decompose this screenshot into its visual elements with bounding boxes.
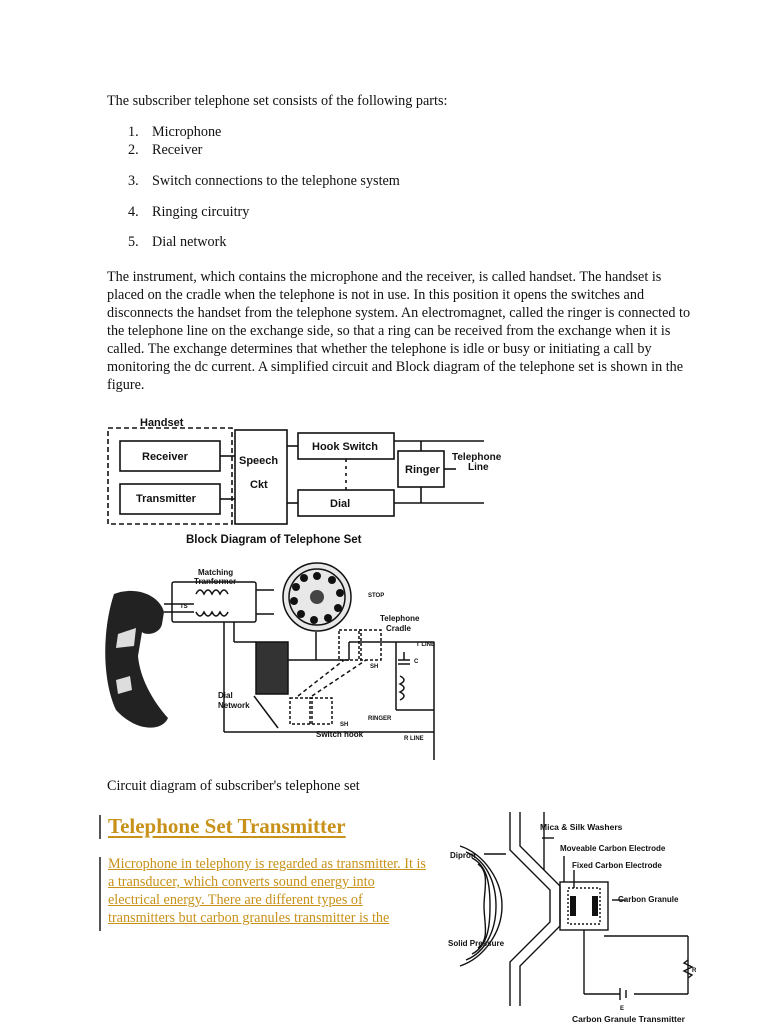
- dipron-label: Dipron: [450, 851, 476, 860]
- fixed-label: Fixed Carbon Electrode: [572, 861, 662, 870]
- speech-label: Speech: [239, 455, 279, 467]
- cradle-label: Cradle: [386, 624, 411, 633]
- handset-outline: [108, 428, 232, 524]
- list-item: [128, 204, 249, 221]
- paragraph-bar: [99, 857, 101, 931]
- t-line-label: T LINE: [416, 642, 435, 648]
- granule-label: Carbon Granule: [618, 895, 679, 904]
- network-label: Network: [218, 701, 250, 710]
- circuit-diagram: [104, 560, 444, 762]
- list-label: Receiver: [152, 142, 203, 158]
- mica-label: Mica & Silk Washers: [540, 822, 623, 832]
- e-label: E: [620, 1006, 625, 1012]
- telephone-cradle-label: Telephone: [380, 614, 420, 623]
- carbon-granules: [570, 896, 598, 916]
- block-diagram-caption: Block Diagram of Telephone Set: [186, 534, 362, 546]
- matching-label: Matching: [198, 568, 234, 577]
- ckt-label: Ckt: [250, 479, 268, 491]
- handset-paragraph: The instrument, which contains the microphone and the receiver, is called handset. The handset is placed on the cradle when the telephone is not in use. In this position it opens the switches and disconnects the handset from the telephone system. An electromagnet, called the ringer is connected to the telephone line on the exchange side, so that a ring can be received from the exchange when it is called. The exchange determines that whether the telephone is idle or busy or initiating a call by monitoring the dc current. A simplified circuit and Block diagram of the telephone set is shown in the figure.: [107, 269, 691, 393]
- hook-switch-label: Hook Switch: [312, 441, 379, 453]
- list-item: [128, 124, 221, 141]
- list-item: [128, 234, 226, 251]
- circuit-caption: Circuit diagram of subscriber's telephone set: [107, 778, 360, 794]
- sh2-label: SH: [340, 722, 349, 728]
- list-number: 2.: [128, 142, 139, 158]
- block-diagram: [104, 414, 514, 554]
- telephone-line-label: Telephone: [452, 452, 502, 463]
- dial-label: Dial: [330, 498, 351, 510]
- r-line-label: R LINE: [404, 736, 424, 742]
- transmitter-diagram: [444, 810, 704, 1024]
- line-label: Line: [468, 462, 489, 473]
- ts-label: TS: [180, 604, 188, 610]
- list-label: Microphone: [152, 124, 222, 140]
- handset-label: Handset: [140, 417, 184, 429]
- switch-hook-label: Switch hook: [316, 730, 364, 739]
- list-number: 5.: [128, 234, 139, 250]
- stop-label: STOP: [368, 593, 385, 599]
- handset-icon: [105, 591, 168, 728]
- list-label: Ringing circuitry: [152, 204, 250, 220]
- heading-bar: [99, 815, 101, 839]
- transmitter-paragraph[interactable]: Microphone in telephony is regarded as transmitter. It is a transducer, which converts sound energy into electrical energy. There are different types of transmitters but carbon granules transmitter is the: [108, 856, 426, 926]
- list-item: [128, 142, 202, 159]
- list-item: [128, 173, 400, 190]
- transformer-label: Tranformer: [194, 577, 237, 586]
- ringer-label: RINGER: [368, 716, 392, 722]
- c-label: C: [414, 659, 419, 665]
- sh-label: SH: [370, 664, 379, 670]
- r-label: R: [692, 968, 697, 974]
- list-number: 3.: [128, 173, 139, 189]
- transmitter-diagram-title: Carbon Granule Transmitter: [572, 1014, 685, 1024]
- list-number: 1.: [128, 124, 139, 140]
- receiver-label: Receiver: [142, 451, 188, 463]
- transmitter-label: Transmitter: [136, 493, 196, 505]
- solid-pressure-label: Solid Pressure: [448, 939, 505, 948]
- section-heading[interactable]: Telephone Set Transmitter: [108, 814, 346, 838]
- list-number: 4.: [128, 204, 139, 220]
- speech-circuit-box: [235, 430, 287, 524]
- list-label: Dial network: [152, 234, 227, 250]
- dial-network-label: Dial: [218, 691, 233, 700]
- ringer-label: Ringer: [405, 464, 440, 476]
- moveable-label: Moveable Carbon Electrode: [560, 844, 666, 853]
- list-label: Switch connections to the telephone system: [152, 173, 400, 189]
- intro-text: The subscriber telephone set consists of the following parts:: [107, 93, 448, 109]
